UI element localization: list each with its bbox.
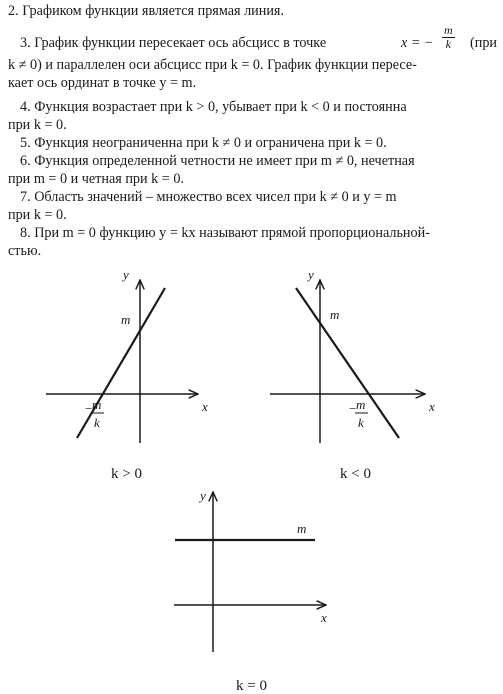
fraction-denominator: k bbox=[445, 37, 451, 51]
caption-k-positive: k > 0 bbox=[111, 466, 142, 482]
m-label: m bbox=[297, 521, 307, 536]
y-axis-label: y bbox=[123, 267, 129, 282]
caption-k-zero: k = 0 bbox=[236, 678, 267, 694]
fraction-numerator: m bbox=[444, 23, 453, 37]
graph-k-positive bbox=[46, 267, 208, 482]
property-3-line-2: k ≠ 0) и параллелен оси абсцисс при k = 0. График функции пересе- bbox=[8, 57, 417, 73]
x-axis-label: x bbox=[321, 610, 327, 625]
property-6-line-1: 6. Функция определенной четности не имеет при m ≠ 0, нечетная bbox=[20, 153, 415, 169]
property-8-line-2: стью. bbox=[8, 243, 42, 259]
fraction-denominator: k bbox=[358, 415, 364, 430]
graph-k-negative bbox=[270, 267, 435, 482]
minus-sign: − bbox=[348, 401, 357, 416]
minus-sign: − bbox=[84, 401, 93, 416]
property-3-text-pri: (при bbox=[470, 35, 498, 51]
y-axis-label: y bbox=[200, 488, 206, 503]
y-axis-label: y bbox=[308, 267, 314, 282]
property-6-line-2: при m = 0 и четная при k = 0. bbox=[8, 171, 184, 187]
x-axis-label: x bbox=[202, 399, 208, 414]
fraction-denominator: k bbox=[94, 415, 100, 430]
property-3-x-expression: x = − bbox=[401, 35, 434, 51]
m-label: m bbox=[330, 307, 340, 322]
property-7-line-1: 7. Область значений – множество всех чисел при k ≠ 0 и y = m bbox=[20, 189, 397, 205]
m-label: m bbox=[121, 312, 131, 327]
property-3-text-start: 3. График функции пересекает ось абсцисс в точке bbox=[20, 35, 327, 51]
property-5-line-1: 5. Функция неограниченна при k ≠ 0 и ограничена при k = 0. bbox=[20, 135, 387, 151]
graph-k-zero bbox=[174, 488, 327, 694]
fraction-numerator: m bbox=[356, 397, 366, 412]
fraction-numerator: m bbox=[92, 397, 102, 412]
property-4-line-1: 4. Функция возрастает при k > 0, убывает при k < 0 и постоянна bbox=[20, 99, 407, 115]
property-4-line-2: при k = 0. bbox=[8, 117, 67, 133]
property-8-line-1: 8. При m = 0 функцию y = kx называют прямой пропорциональной- bbox=[20, 225, 430, 241]
x-axis-label: x bbox=[429, 399, 435, 414]
property-7-line-2: при k = 0. bbox=[8, 207, 67, 223]
caption-k-negative: k < 0 bbox=[340, 466, 371, 482]
property-2-line-1: 2. Графиком функции является прямая линия. bbox=[8, 3, 285, 19]
property-3-line-3: кает ось ординат в точке y = m. bbox=[8, 75, 197, 91]
